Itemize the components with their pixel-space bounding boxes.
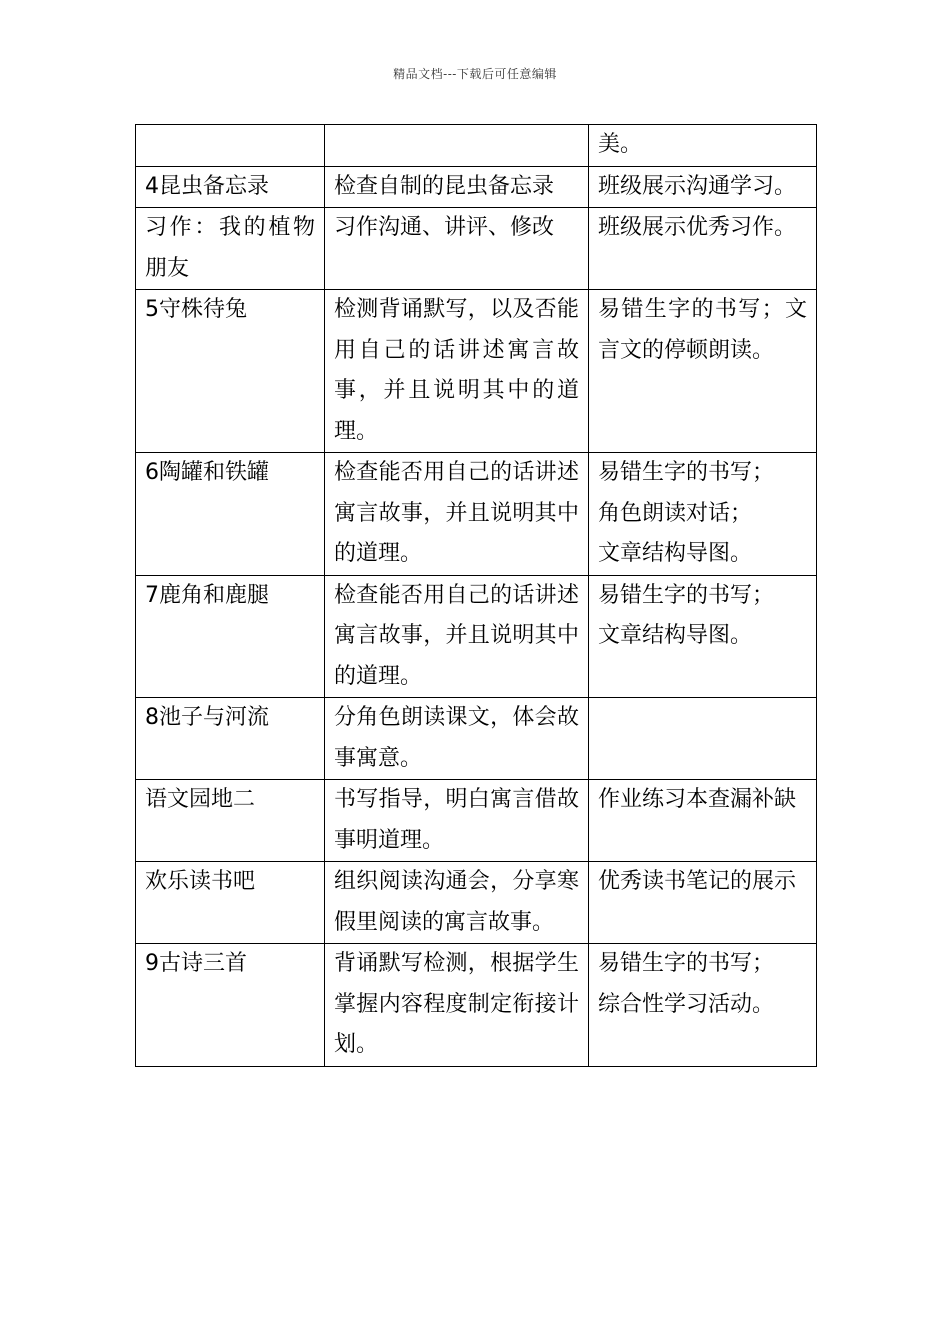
display-cell: 班级展示沟通学习。 (589, 166, 817, 208)
lesson-cell: 6陶罐和铁罐 (136, 453, 325, 576)
table-row (136, 290, 817, 453)
lesson-cell: 5守株待兔 (136, 290, 325, 453)
display-cell: 美。 (589, 125, 817, 167)
lesson-plan-table (135, 124, 817, 1067)
assessment-cell: 检测背诵默写，以及否能用自己的话讲述寓言故事，并且说明其中的道理。 (325, 290, 589, 453)
table-row (136, 453, 817, 576)
table-row (136, 125, 817, 167)
display-line: 文章结构导图。 (598, 541, 753, 566)
display-line: 易错生字的书写； (598, 460, 775, 485)
table-row (136, 780, 817, 862)
table-row (136, 166, 817, 208)
assessment-cell: 习作沟通、讲评、修改 (325, 208, 589, 290)
display-line: 文章结构导图。 (598, 623, 753, 648)
display-cell: 班级展示优秀习作。 (589, 208, 817, 290)
table-row (136, 698, 817, 780)
assessment-cell (325, 125, 589, 167)
assessment-cell: 检查能否用自己的话讲述寓言故事，并且说明其中的道理。 (325, 575, 589, 698)
table-row (136, 208, 817, 290)
lesson-cell (136, 125, 325, 167)
display-cell: 易错生字的书写；文言文的停顿朗读。 (589, 290, 817, 453)
lesson-cell: 习作：我的植物朋友 (136, 208, 325, 290)
display-cell (589, 453, 817, 576)
lesson-cell: 语文园地二 (136, 780, 325, 862)
lesson-cell: 8池子与河流 (136, 698, 325, 780)
lesson-cell: 7鹿角和鹿腿 (136, 575, 325, 698)
assessment-cell: 检查能否用自己的话讲述寓言故事，并且说明其中的道理。 (325, 453, 589, 576)
display-cell: 优秀读书笔记的展示 (589, 862, 817, 944)
table-row (136, 944, 817, 1067)
lesson-cell: 欢乐读书吧 (136, 862, 325, 944)
display-line: 综合性学习活动。 (598, 991, 775, 1017)
assessment-cell: 书写指导，明白寓言借故事明道理。 (325, 780, 589, 862)
assessment-cell: 组织阅读沟通会，分享寒假里阅读的寓言故事。 (325, 862, 589, 944)
page-header: 精品文档---下载后可任意编辑 (393, 67, 557, 81)
display-cell (589, 575, 817, 698)
assessment-cell: 分角色朗读课文，体会故事寓意。 (325, 698, 589, 780)
display-cell (589, 698, 817, 780)
display-line: 易错生字的书写； (598, 582, 775, 608)
display-cell (589, 944, 817, 1067)
assessment-cell: 背诵默写检测，根据学生掌握内容程度制定衔接计划。 (325, 944, 589, 1067)
display-cell: 作业练习本查漏补缺 (589, 780, 817, 862)
table-row (136, 862, 817, 944)
table-row (136, 575, 817, 698)
lesson-cell: 9古诗三首 (136, 944, 325, 1067)
lesson-cell: 4昆虫备忘录 (136, 166, 325, 208)
assessment-cell: 检查自制的昆虫备忘录 (325, 166, 589, 208)
display-line: 易错生字的书写； (598, 951, 775, 976)
display-line: 角色朗读对话； (598, 500, 753, 526)
